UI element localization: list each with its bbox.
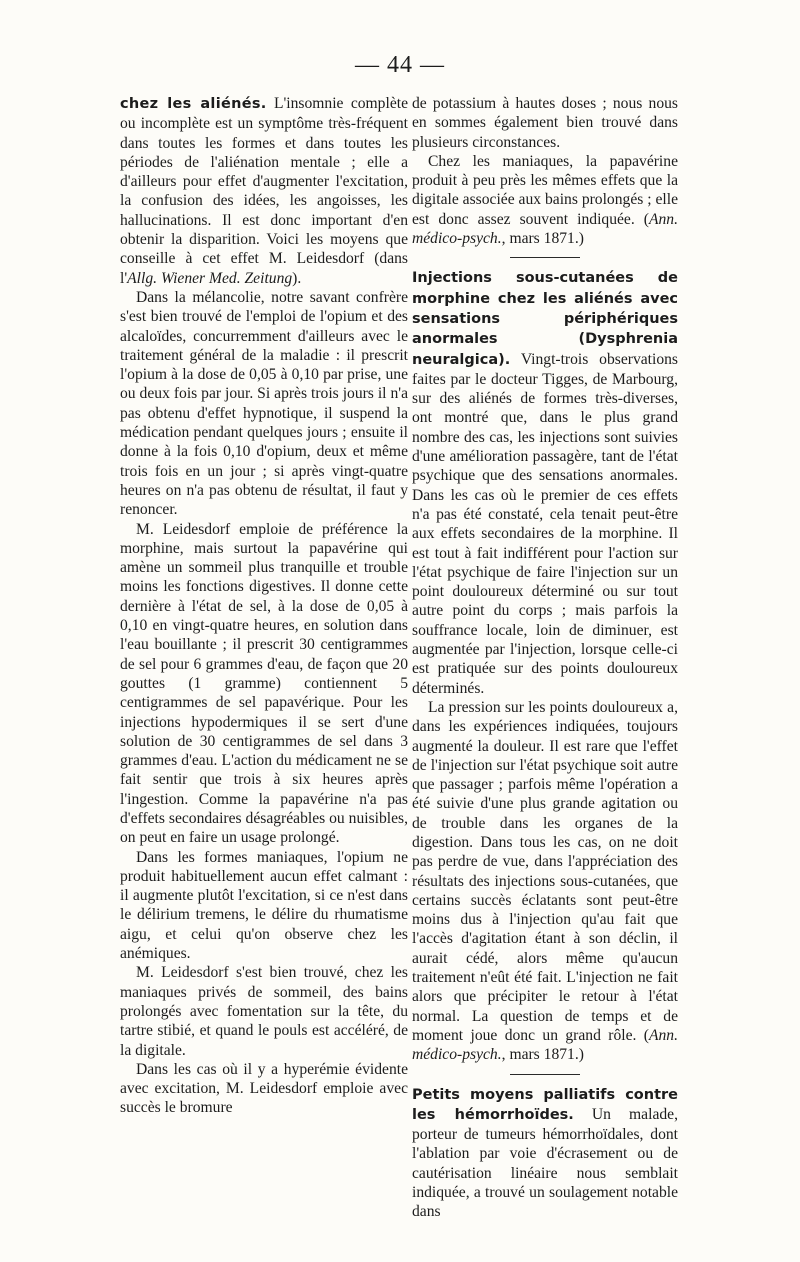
run-in-heading: chez les aliénés. xyxy=(120,96,267,112)
paragraph-text: , mars 1871.) xyxy=(501,1046,584,1064)
page-number: — 44 — xyxy=(355,52,445,78)
paragraph: de potassium à hautes doses ; nous nous en sommes également bien trouvé dans plusieurs circonstances. xyxy=(412,95,678,151)
citation: Allg. Wiener Med. Zeitung xyxy=(127,269,293,287)
section-heading: Injections sous-cutanées de morphine chez les aliénés avec sensations périphériques anormales (Dysphrenia neuralgica). xyxy=(412,270,678,368)
paragraph: Dans les formes maniaques, l'opium ne produit habituellement aucun effet calmant : il augmente plutôt l'excitation, si ce n'est dans le délirium tremens, le délire du rhumatisme aigu, et celui qu'on observe chez les anémiques. xyxy=(120,848,408,963)
paragraph-text: ). xyxy=(292,269,302,287)
section-divider xyxy=(510,1074,580,1075)
paragraph xyxy=(412,698,678,1065)
right-column xyxy=(412,94,678,1222)
paragraph xyxy=(412,152,678,248)
paragraph-text: Chez les maniaques, la papavérine produit à peu près les mêmes effets que la digitale associée aux bains prolongés ; elle est donc assez souvent indiquée. ( xyxy=(412,152,678,228)
paragraph: Dans les cas où il y a hyperémie évidente avec excitation, M. Leidesdorf emploie avec succès le bromure xyxy=(120,1060,408,1117)
citation: Ann. médico-psych. xyxy=(412,1026,678,1064)
paragraph xyxy=(120,94,408,288)
citation: Ann. médico-psych. xyxy=(412,210,678,248)
paragraph-text: , mars 1871.) xyxy=(501,230,584,248)
paragraph-text: La pression sur les points douloureux a, dans les expériences indiquées, toujours augmenté la douleur. Il est rare que l'effet de l'injection sur l'état psychique soit autre que passager ; parfois même l'opération a été suivie d'une plus grande agitation ou de trouble dans les organes de la digestion. Dans tous les cas, on ne doit pas perdre de vue, dans l'appréciation des résultats des injections sous-cutanées, que certains succès éclatants sont peut-être moins dus à l'injection qu'au fait que l'accès d'agitation étant à son déclin, il aurait cédé, alors même qu'aucun traitement n'eût été fait. L'injection ne fait alors que précipiter le retour à l'état normal. La question de temps et de moment joue donc un grand rôle. ( xyxy=(412,698,678,1044)
section-heading: Petits moyens palliatifs contre les hémorrhoïdes. xyxy=(412,1086,678,1123)
left-column xyxy=(120,94,408,1118)
paragraph-text: Un malade, porteur de tumeurs hémorrhoïdales, dont l'ablation par voie d'écrasement ou de cautérisation linéaire nous semblait indiquée, a trouvé un soulagement notable dans xyxy=(412,1105,678,1221)
section-divider xyxy=(510,257,580,258)
paragraph: Dans la mélancolie, notre savant confrère s'est bien trouvé de l'emploi de l'opium et des alcaloïdes, concurremment d'ailleurs avec le traitement général de la maladie : il prescrit l'opium à la dose de 0,05 à 0,10 par prise, une ou deux fois par jour. Si après trois jours il n'a pas obtenu d'effet hypnotique, il suspend la médication pendant quelques jours ; ensuite il donne à la fois 0,10 d'opium, deux et même trois fois en un jour ; si après vingt-quatre heures on n'a pas obtenu de résultat, il faut y renoncer. xyxy=(120,288,408,519)
paragraph-text: Vingt-trois observations faites par le docteur Tigges, de Marbourg, sur des aliénés de formes très-diverses, ont montré que, dans le plus grand nombre des cas, les injections sont suivies d'une amélioration passagère, tant de l'état psychique que des sensations anormales. Dans les cas où le premier de ces effets n'a pas été constaté, cela tenait peut-être aux effets secondaires de la morphine. Il est tout à fait indifférent pour l'action sur l'état psychique de faire l'injection sur un point douloureux déterminé ou sur tout autre point du corps ; mais parfois la souffrance locale, loin de diminuer, est augmentée par l'injection, lorsque celle-ci est pratiquée sur des points douloureux déterminés. xyxy=(412,350,678,697)
paragraph-text: L'insomnie complète ou incomplète est un symptôme très-fréquent dans toutes les formes et dans toutes les périodes de l'aliénation mentale ; elle a d'ailleurs pour effet d'augmenter l'excitation, la confusion des idées, les angoisses, les hallucinations. Il est donc important d'en obtenir la disparition. Voici les moyens que conseille à cet effet M. Leidesdorf (dans l' xyxy=(120,95,408,287)
paragraph: M. Leidesdorf emploie de préférence la morphine, mais surtout la papavérine qui amène un sommeil plus tranquille et trouble moins les fonctions digestives. Il donne cette dernière à l'état de sel, à la dose de 0,05 à 0,10 en vingt-quatre heures, en solution dans l'eau bouillante ; il prescrit 30 centigrammes de sel pour 6 grammes d'eau, de façon que 20 gouttes (1 gramme) contiennent 5 centigrammes de sel papavérique. Pour les injections hypodermiques il se sert d'une solution de 30 centigrammes de sel dans 3 grammes d'eau. L'action du médicament ne se fait sentir que trois à six heures après l'ingestion. Comme la papavérine n'a pas d'effets secondaires désagréables ou nuisibles, on peut en faire un usage prolongé. xyxy=(120,520,408,847)
paragraph: M. Leidesdorf s'est bien trouvé, chez les maniaques privés de sommeil, des bains prolongés avec fomentation sur la tête, du tartre stibié, et quand le pouls est accéléré, de la digitale. xyxy=(120,964,408,1059)
